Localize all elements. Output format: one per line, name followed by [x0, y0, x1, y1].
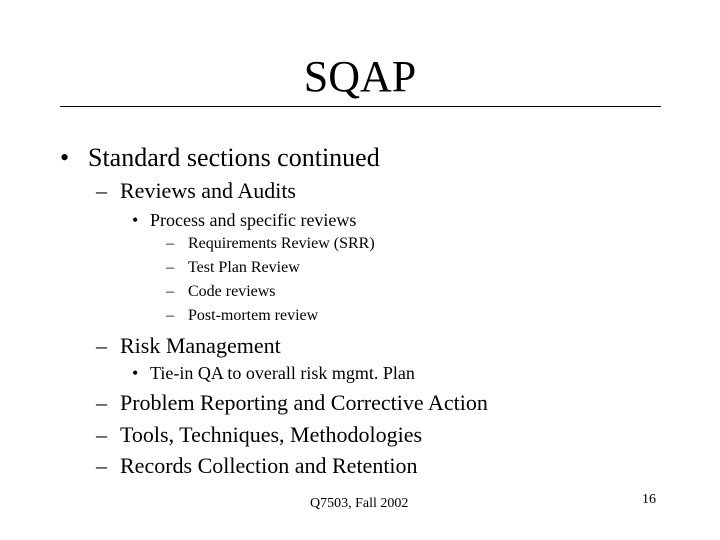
bullet-dash-icon: –	[96, 422, 107, 447]
bullet-dash-icon: –	[96, 453, 107, 478]
bullet-dash-icon: –	[166, 259, 174, 276]
list-item: Post-mortem review	[188, 307, 319, 324]
list-item: Process and specific reviews	[150, 210, 357, 230]
list-item: Records Collection and Retention	[120, 453, 418, 478]
list-item: Risk Management	[120, 333, 281, 358]
slide-title: SQAP	[303, 52, 417, 101]
list-item: Reviews and Audits	[120, 178, 296, 203]
bullet-dash-icon: –	[96, 390, 107, 415]
bullet-dot-icon: •	[132, 210, 139, 230]
bullet-dash-icon: –	[166, 307, 174, 324]
bullet-dash-icon: –	[96, 333, 107, 358]
bullet-dot-icon: •	[60, 143, 70, 172]
list-item: Problem Reporting and Corrective Action	[120, 390, 488, 415]
list-item: Tools, Techniques, Methodologies	[120, 422, 423, 447]
bullet-dot-icon: •	[132, 363, 139, 383]
list-item: Code reviews	[188, 283, 276, 300]
title-divider	[60, 106, 661, 107]
bullet-dash-icon: –	[166, 283, 174, 300]
list-item: Standard sections continued	[88, 143, 380, 172]
bullet-dash-icon: –	[166, 235, 174, 252]
list-item: Requirements Review (SRR)	[188, 235, 375, 252]
list-item: Tie-in QA to overall risk mgmt. Plan	[150, 363, 415, 383]
list-item: Test Plan Review	[188, 259, 300, 276]
page-number: 16	[642, 492, 656, 507]
bullet-dash-icon: –	[96, 178, 107, 203]
footer-course: Q7503, Fall 2002	[310, 496, 409, 511]
